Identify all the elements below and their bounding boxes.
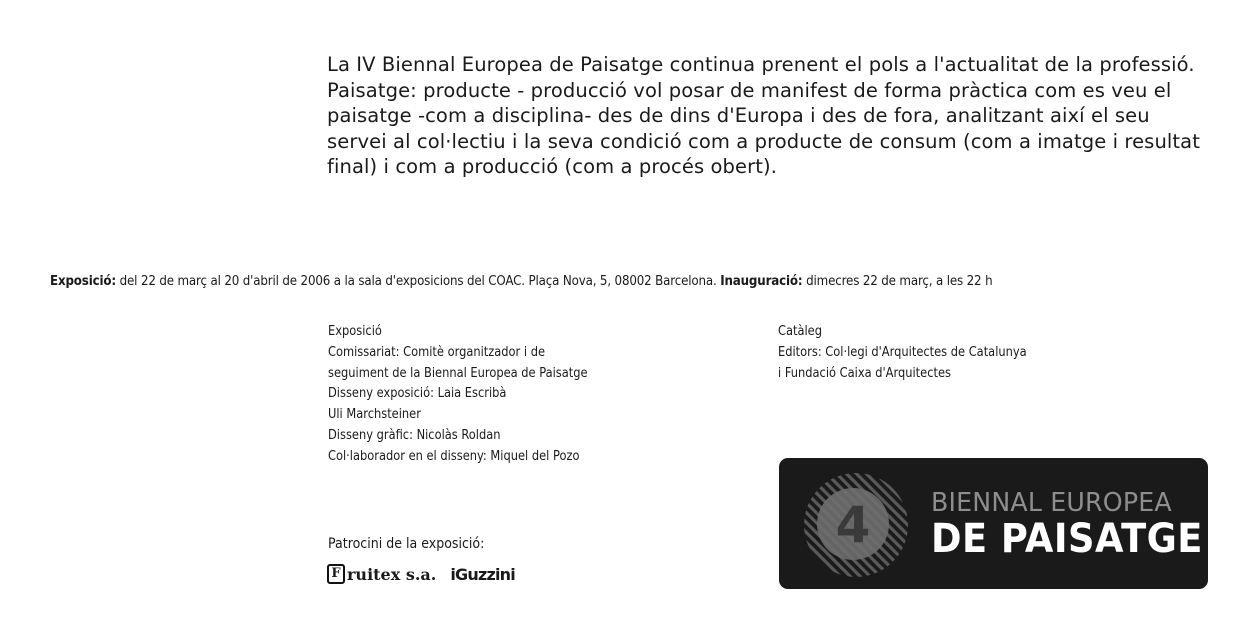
badge-title-line2: DE PAISATGE (931, 516, 1203, 562)
credit-line: seguiment de la Biennal Europea de Paisatge (328, 365, 588, 381)
credit-line: Catàleg (778, 324, 822, 339)
intro-line: final) i com a producció (com a procés obert). (327, 155, 777, 178)
exhibition-label: Exposició: (50, 274, 117, 289)
opening-text: dimecres 22 de març, a les 22 h (802, 274, 993, 289)
intro-paragraph (327, 52, 1227, 180)
fruitex-logo (327, 564, 436, 584)
sponsors-label: Patrocini de la exposició: (328, 536, 485, 552)
intro-line: La IV Biennal Europea de Paisatge continua prenent el pols a l'actualitat de la professió. (327, 53, 1195, 76)
credits-exhibition (328, 322, 588, 468)
exhibition-text: del 22 de març al 20 d'abril de 2006 a la sala d'exposicions del COAC. Plaça Nova, 5, 08002 Barcelona. (116, 274, 721, 289)
biennal-emblem-icon (801, 470, 911, 580)
intro-line: Paisatge: producte - producció vol posar de manifest de forma pràctica com es veu el (327, 78, 1172, 102)
iguzzini-logo: iGuzzini (450, 564, 515, 584)
credit-line: Disseny gràfic: Nicolàs Roldan (328, 427, 501, 443)
credit-line: Disseny exposició: Laia Escribà (328, 386, 507, 402)
credit-line: Comissariat: Comitè organitzador i de (328, 344, 546, 360)
emblem-number: 4 (835, 496, 871, 554)
credits-catalogue (778, 322, 1027, 384)
fruitex-mark: F (327, 564, 345, 584)
sponsor-logos (327, 561, 515, 587)
fruitex-name: ruitex s.a. (347, 564, 437, 584)
exhibition-info (50, 273, 1215, 291)
opening-label: Inauguració: (720, 274, 803, 289)
credit-line: Uli Marchsteiner (328, 407, 421, 423)
credit-line: Col·laborador en el disseny: Miquel del Pozo (328, 448, 580, 464)
credit-line: i Fundació Caixa d'Arquitectes (778, 365, 951, 381)
credit-line: Editors: Col·legi d'Arquitectes de Catalunya (778, 344, 1027, 360)
badge-title-line1: BIENNAL EUROPEA (931, 488, 1172, 518)
credit-line: Exposició (328, 324, 382, 339)
intro-line: servei al col·lectiu i la seva condició com a producte de consum (com a imatge i resultat (327, 129, 1200, 153)
intro-line: paisatge -com a disciplina- des de dins d'Europa i des de fora, analitzant així el seu (327, 104, 1150, 127)
biennal-logo-badge (779, 458, 1208, 589)
